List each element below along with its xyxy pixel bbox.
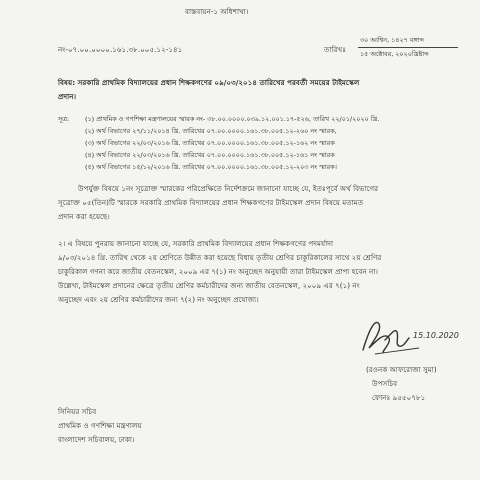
reference-item: (১) প্রাথমিক ও গণশিক্ষা মন্ত্রণালয়ের স্মারক নং- ৩৮.০০.০০০০.০৩৯.১২.০০১.১৭-৫২৬, তারিখ ২২/০১/২০২০ খ্রি.	[85, 115, 380, 123]
reference-item: (৫) অর্থ বিভাগের ১৫/১২/২০১৬ খ্রি. তারিখের ০৭.০০.০০০০.১৬১.৩৮.০০৫.১২-২০৩ নং স্মারক।	[85, 163, 337, 171]
reference-item: (২) অর্থ বিভাগের ২৭/১১/২০১৪ খ্রি. তারিখের ০৭.০০.০০০০.১৬১.৩৮.০০৫.১২-২৬০ নং স্মারক,	[85, 127, 337, 135]
subject-line-2: প্রদান।	[58, 92, 77, 101]
signatory-designation: উপসচিব	[372, 379, 398, 388]
handwritten-signature	[355, 310, 465, 362]
paragraph-2-line: ২। এ বিষয়ে পুনরায় জানানো যাচ্ছে যে, সরকারি প্রাথমিক বিদ্যালয়ের প্রধান শিক্ষকগণের পদমর্যাদা	[58, 239, 334, 248]
memo-number	[58, 46, 182, 53]
paragraph-1-line: প্রদান করা হয়েছে।	[58, 212, 110, 221]
subject-label: বিষয়:	[58, 78, 76, 87]
signatory-name: (রওনক আফরোজা সুমা)	[366, 365, 437, 374]
paragraph-2-line: চাকুরিকাল গণনা করে জাতীয় বেতনস্কেল, ২০০৯ এর ৭(১) নং অনুচ্ছেদ অনুযায়ী তারা টাইমস্কেল প্রাপ্য হবেন না।	[58, 267, 378, 276]
branch-name: বাস্তবায়ন-১ অধিশাখা।	[185, 7, 249, 16]
signatory-phone: ফোনঃ ৯৫৫০৭৮১	[372, 393, 426, 402]
memo-number-value: ০৭.০০.০০০০.১৬১.৩৮.০০৫.১২-১৪১	[67, 45, 183, 54]
paragraph-1-line: সূত্রোক্ত ০৫(তিন)টি স্মারকে সরকারি প্রাথমিক বিদ্যালয়ের প্রধান শিক্ষকগণের টাইমস্কেল প্রদান বিষয়ে মতামত	[58, 198, 364, 207]
paragraph-1-line: উপর্যুক্ত বিষয়ে ১নং সূত্রোক্ত স্মারকের পরিপ্রেক্ষিতে নির্দেশক্রমে জানানো যাচ্ছে যে, ইতঃপূর্বে অর্থ বিভাগের	[78, 184, 379, 193]
date-bangla: ৩০ আশ্বিন, ১৪২৭ বঙ্গাব্দ	[360, 36, 424, 44]
date-label: তারিখঃ	[324, 45, 347, 54]
recipient-title: সিনিয়র সচিব	[58, 407, 97, 416]
paragraph-2-line: অনুচ্ছেদ এবং ২য় শ্রেণির কর্মচারীদের জন্য ৭(২) নং অনুচ্ছেদ প্রযোজ্য।	[58, 295, 259, 304]
memo-number-label: নং-	[58, 45, 68, 54]
paragraph-2-line: ৯/০৩/২০১৪ খ্রি. তারিখ থেকে ২য় শ্রেণিতে উন্নীত করা হয়েছে বিধায় তৃতীয় শ্রেণির চাকুরিকালের সাথে ২য় শ্রেণির	[58, 253, 382, 262]
handwritten-date: 15.10.2020	[413, 331, 459, 340]
subject-line-1	[58, 79, 359, 86]
references-label: সূত্র:	[58, 115, 70, 123]
date-english: ১৫ অক্টোবর, ২০২০খ্রিষ্টাব্দ	[360, 50, 429, 58]
reference-item: (৩) অর্থ বিভাগের ২২/০৩/২০১৬ খ্রি. তারিখের ০৭.০০.০০০০.১৬১.৩৮.০০৫.১২-১৬২ নং স্মারক	[85, 139, 335, 147]
subject-text: সরকারি প্রাথমিক বিদ্যালয়ের প্রধান শিক্ষকগণের ০৯/০৩/২০১৪ তারিখের পরবর্তী সময়ের টাইমস্কেল	[77, 78, 360, 87]
recipient-address: বাংলাদেশ সচিবালয়, ঢাকা।	[58, 435, 135, 444]
paragraph-2-line: উল্লেখ্য, টাইমস্কেল প্রদানের ক্ষেত্রে তৃতীয় শ্রেণির কর্মচারীদের জন্য জাতীয় বেতনস্কেল, ২০০৯ এর ৭(১) নং	[58, 281, 360, 290]
date-divider	[358, 47, 458, 48]
recipient-ministry: প্রাথমিক ও গণশিক্ষা মন্ত্রণালয়	[58, 421, 142, 430]
reference-item: (৪) অর্থ বিভাগের ২২/০৩/২০১৬ খ্রি. তারিখের ০৭.০০.০০০০.১৬১.৩৮.০০৫.১২-১৬১ নং স্মারক	[85, 151, 335, 159]
